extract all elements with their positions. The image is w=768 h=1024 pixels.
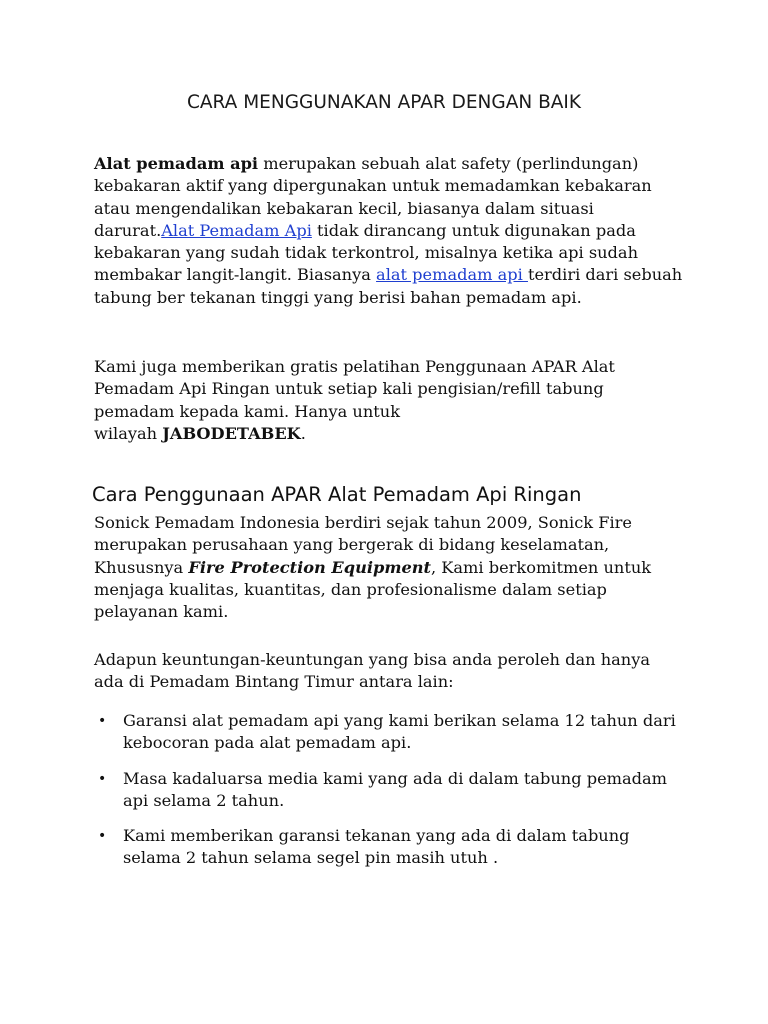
paragraph-intro xyxy=(94,153,684,309)
list-item-text: Garansi alat pemadam api yang kami berikan selama 12 tahun dari kebocoran pada alat pemadam api. xyxy=(123,711,676,753)
paragraph-text: wilayah xyxy=(94,423,163,443)
paragraph-text: . xyxy=(300,423,306,443)
paragraph-company xyxy=(94,512,684,623)
benefits-list xyxy=(94,710,684,883)
list-item xyxy=(94,768,684,813)
paragraph-text: merupakan sebuah alat safety (perlindungan) kebakaran aktif yang dipergunakan untuk memadamkan kebakaran atau mengendalikan kebakaran kecil, biasanya dalam situasi darurat. xyxy=(94,154,652,240)
paragraph-text: , Kami berkomitmen untuk menjaga kualitas, kuantitas, dan profesionalisme dalam setiap pelayanan kami. xyxy=(94,557,652,622)
paragraph-text: Sonick Pemadam Indonesia berdiri sejak tahun 2009, Sonick Fire merupakan perusahaan yang bergerak di bidang keselamatan, Khususnya xyxy=(94,513,632,577)
bold-lead-text: Alat pemadam api xyxy=(94,154,259,173)
bullet-icon: • xyxy=(98,828,107,845)
paragraph-text: Kami juga memberikan gratis pelatihan Penggunaan APAR Alat Pemadam Api Ringan untuk setiap kali pengisian/refill tabung pemadam kepada kami. Hanya untuk xyxy=(94,357,615,421)
section-heading: Cara Penggunaan APAR Alat Pemadam Api Ringan xyxy=(92,483,582,506)
paragraph-text: tidak dirancang untuk digunakan pada kebakaran yang sudah tidak terkontrol, misalnya ketika api sudah membakar langit-langit. Biasanya xyxy=(94,220,638,285)
paragraph-training xyxy=(94,356,684,445)
list-item xyxy=(94,710,684,755)
list-item-text: Kami memberikan garansi tekanan yang ada di dalam tabung selama 2 tahun selama segel pin masih utuh . xyxy=(123,826,630,868)
list-item-text: Masa kadaluarsa media kami yang ada di dalam tabung pemadam api selama 2 tahun. xyxy=(123,768,668,810)
bold-italic-text: Fire Protection Equipment xyxy=(188,557,431,577)
link-alat-pemadam-api[interactable]: Alat Pemadam Api xyxy=(161,220,312,240)
paragraph-benefits-intro: Adapun keuntungan-keuntungan yang bisa anda peroleh dan hanya ada di Pemadam Bintang Timur antara lain: xyxy=(94,650,650,692)
region-bold-text: JABODETABEK xyxy=(162,423,301,443)
paragraph-text: terdiri dari sebuah tabung ber tekanan tinggi yang berisi bahan pemadam api. xyxy=(94,265,683,307)
link-alat-pemadam-api-lower[interactable]: alat pemadam api xyxy=(376,265,528,285)
list-item xyxy=(94,825,684,870)
bullet-icon: • xyxy=(98,770,107,787)
document-title: CARA MENGGUNAKAN APAR DENGAN BAIK xyxy=(186,92,582,113)
bullet-icon: • xyxy=(98,713,107,729)
